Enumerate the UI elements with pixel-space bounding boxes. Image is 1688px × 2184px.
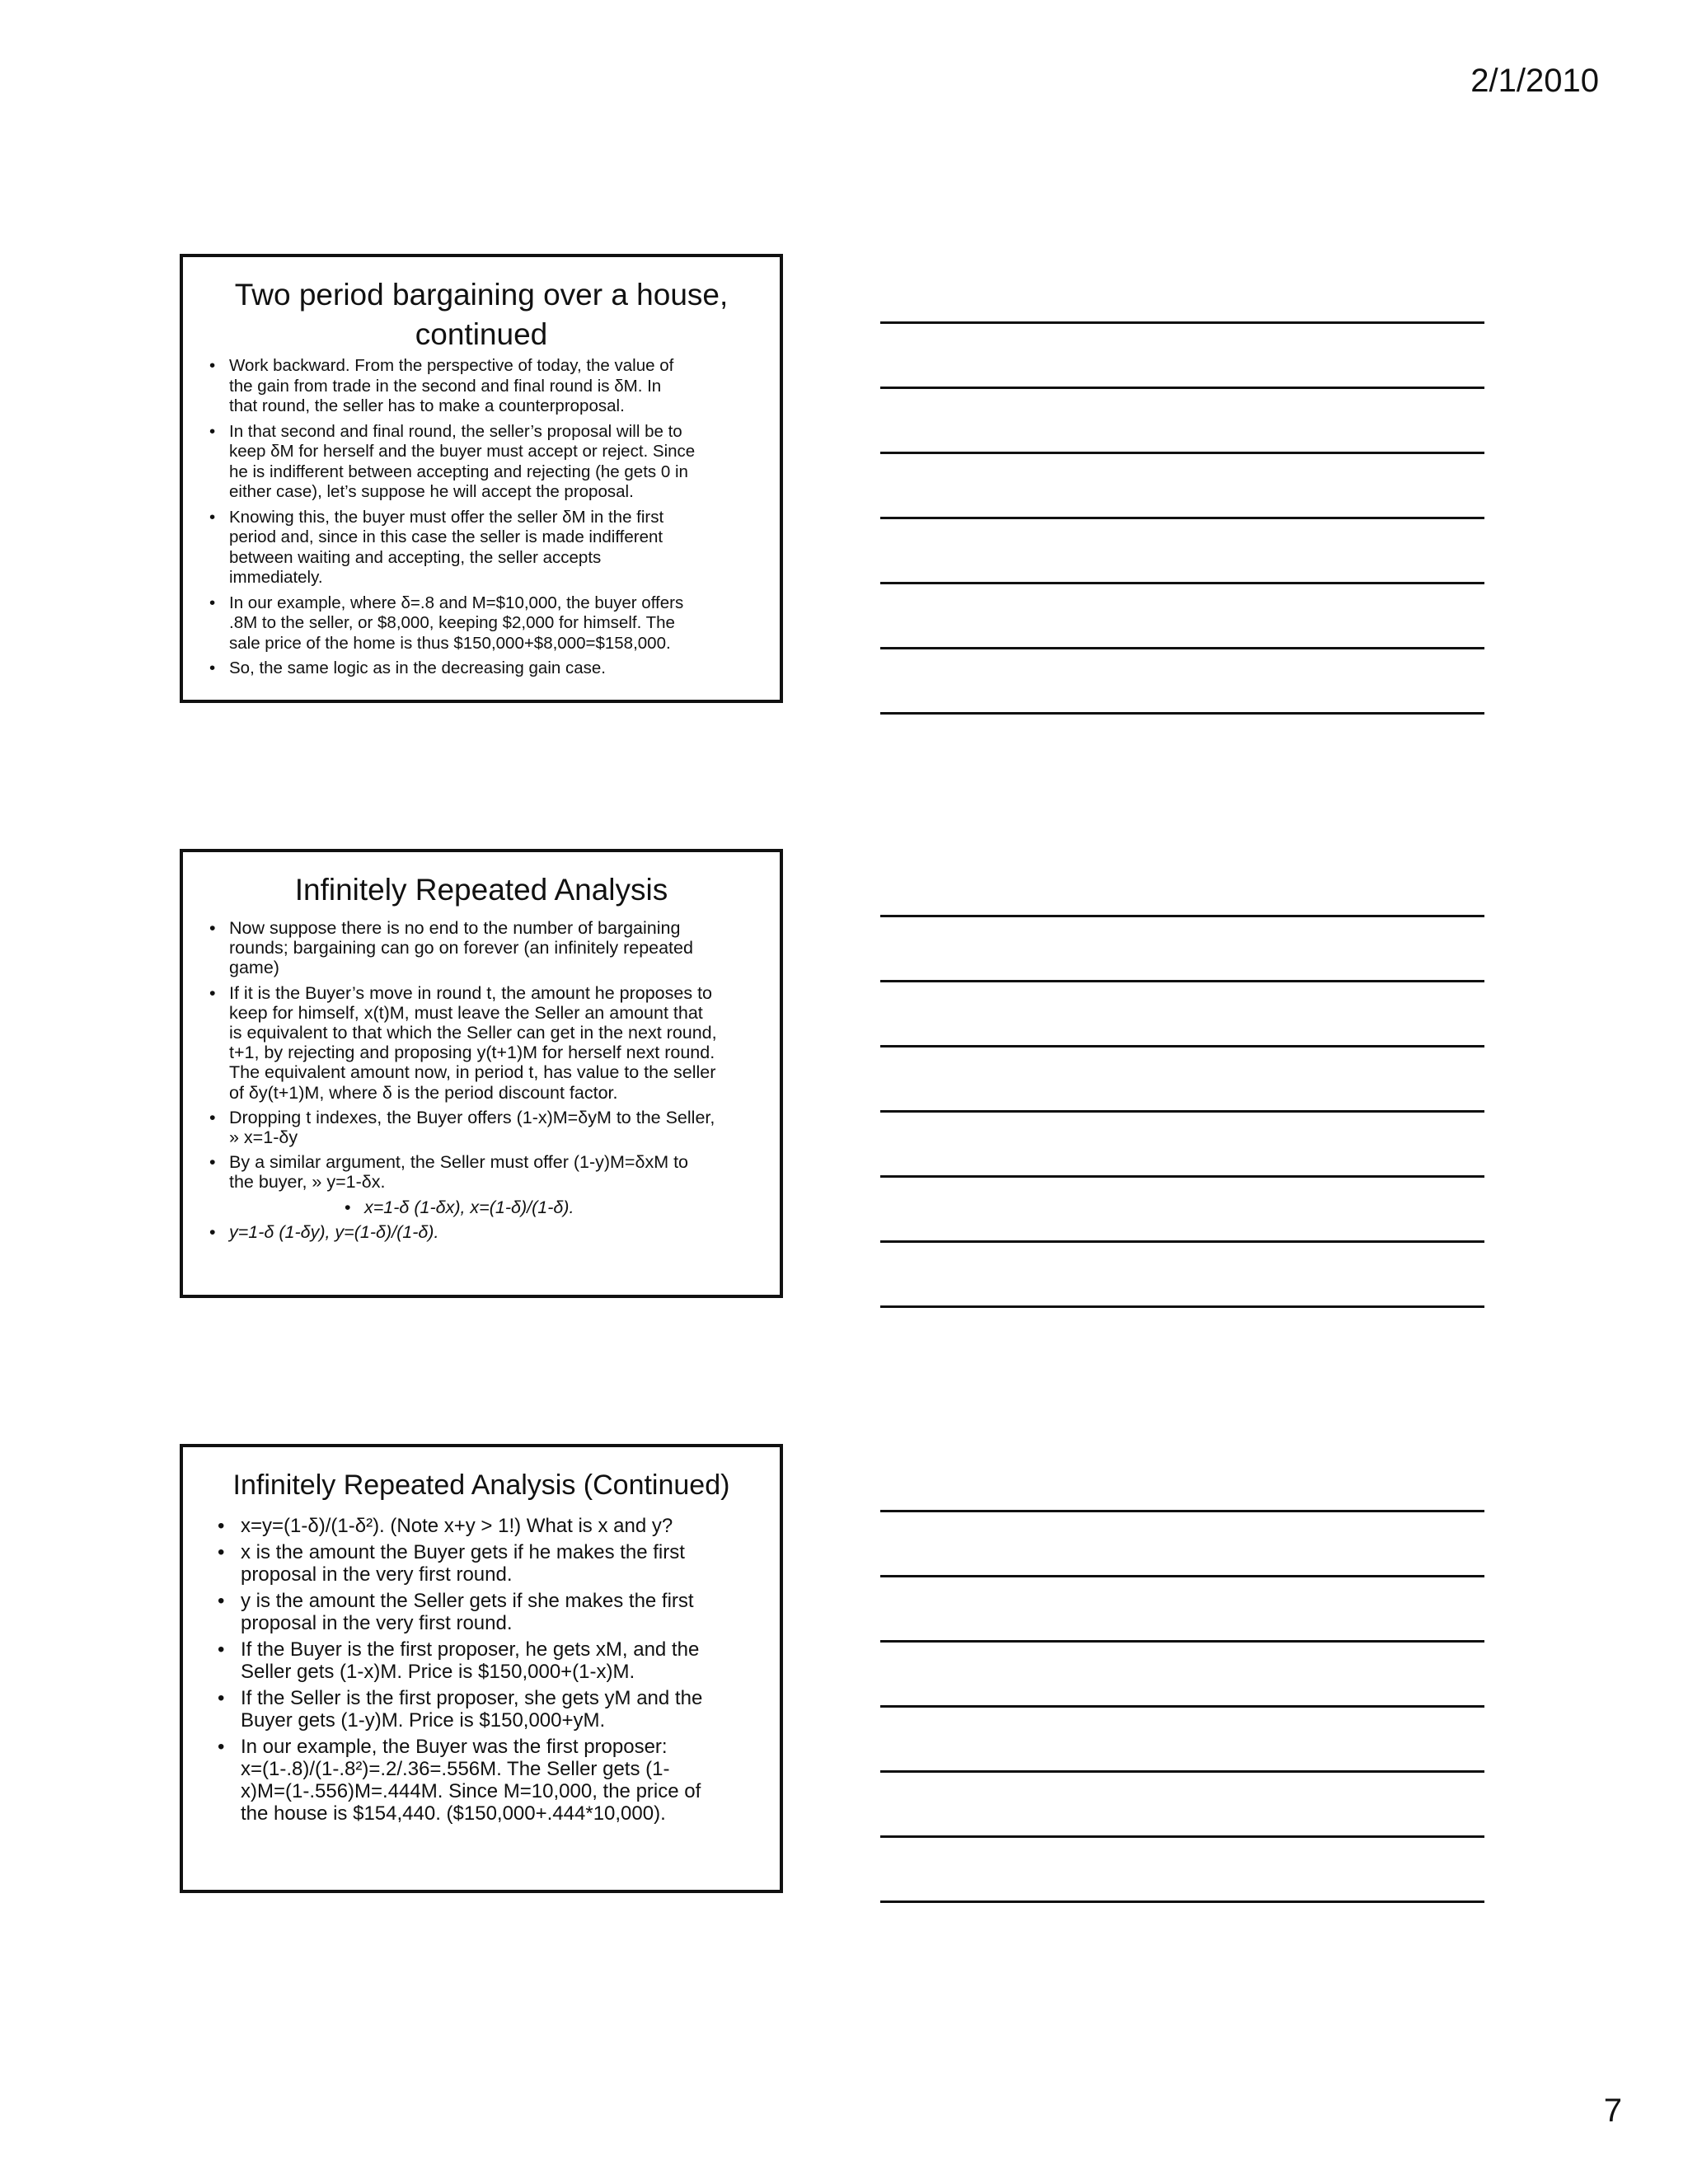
- bullet-item: [216, 1590, 755, 1634]
- note-line: [880, 647, 1484, 649]
- bullet-text: x=1-δ (1-δx), x=(1-δ)/(1-δ).: [364, 1197, 574, 1217]
- note-line: [880, 1835, 1484, 1838]
- bullet-text: Dropping t indexes, the Buyer offers (1-x)M=δyM to the Seller, » x=1-δy: [229, 1107, 715, 1148]
- bullet-item: [208, 983, 755, 1103]
- bullet-item-indented: [208, 1197, 755, 1217]
- bullet-text: In that second and final round, the seller’s proposal will be to keep δM for herself and the buyer must accept or reject. Since he is indifferent between accepting and rejecting (he gets 0 in either case), let’s suppose he will accept the proposal.: [229, 421, 696, 501]
- bullet-item: [216, 1541, 755, 1586]
- bullet-text: Knowing this, the buyer must offer the seller δM in the first period and, since in this case the seller is made indifferent between waiting and accepting, the seller accepts immediately.: [229, 507, 664, 587]
- note-line: [880, 1705, 1484, 1708]
- bullet-item: [216, 1736, 755, 1825]
- note-line: [880, 1770, 1484, 1773]
- slide-title: Infinitely Repeated Analysis (Continued): [232, 1469, 730, 1501]
- note-line: [880, 1575, 1484, 1577]
- bullet-text: x=y=(1-δ)/(1-δ²). (Note x+y > 1!) What is x and y?: [241, 1515, 673, 1537]
- note-line: [880, 1175, 1484, 1178]
- note-line: [880, 1110, 1484, 1113]
- bullet-text: If the Buyer is the first proposer, he gets xM, and the Seller gets (1-x)M. Price is $150,000+(1-x)M.: [241, 1638, 700, 1683]
- slide-title: Infinitely Repeated Analysis: [294, 873, 668, 907]
- bullet-list: [208, 1515, 755, 1825]
- slide-two-period-bargaining: [180, 254, 783, 703]
- bullet-item: [208, 1152, 755, 1192]
- bullet-item: [216, 1687, 755, 1732]
- page-number: 7: [1603, 2093, 1622, 2129]
- bullet-text: If it is the Buyer’s move in round t, the amount he proposes to keep for himself, x(t)M, must leave the Seller an amount that is equivalent to that which the Seller can get in the next round, t+1, by rejecting and proposing y(t+1)M for herself next round. The equivalent amount now, in period t, has value to the seller of δy(t+1)M, where δ is the period discount factor.: [229, 982, 717, 1103]
- bullet-text: y is the amount the Seller gets if she makes the first proposal in the very first round.: [241, 1590, 694, 1634]
- bullet-item: [208, 1222, 755, 1242]
- note-line: [880, 321, 1484, 324]
- bullet-text: By a similar argument, the Seller must offer (1-y)M=δxM to the buyer, » y=1-δx.: [229, 1152, 689, 1193]
- note-line: [880, 1510, 1484, 1512]
- bullet-item: [208, 356, 755, 417]
- bullet-list: [208, 918, 755, 1242]
- bullet-item: [208, 658, 755, 679]
- slide-title: [208, 275, 755, 354]
- note-line: [880, 712, 1484, 715]
- note-line: [880, 1900, 1484, 1903]
- bullet-text: If the Seller is the first proposer, she gets yM and the Buyer gets (1-y)M. Price is $150,000+yM.: [241, 1687, 703, 1732]
- bullet-item: [216, 1515, 755, 1537]
- note-line: [880, 582, 1484, 584]
- bullet-text: Work backward. From the perspective of today, the value of the gain from trade in the second and final round is δM. In that round, the seller has to make a counterproposal.: [229, 356, 674, 415]
- bullet-item: [216, 1638, 755, 1683]
- bullet-text: So, the same logic as in the decreasing gain case.: [229, 658, 606, 677]
- bullet-text: y=1-δ (1-δy), y=(1-δ)/(1-δ).: [229, 1221, 439, 1242]
- header-date: 2/1/2010: [1470, 63, 1599, 99]
- bullet-text: Now suppose there is no end to the number of bargaining rounds; bargaining can go on forever (an infinitely repeated game): [229, 918, 693, 978]
- note-line: [880, 1305, 1484, 1308]
- slide-title-text: Two period bargaining over a house, continued: [234, 278, 729, 351]
- note-line: [880, 1240, 1484, 1243]
- note-line: [880, 387, 1484, 389]
- bullet-item: [208, 1108, 755, 1147]
- note-line: [880, 517, 1484, 519]
- slide-infinitely-repeated-analysis: [180, 849, 783, 1298]
- note-line: [880, 915, 1484, 917]
- bullet-item: [208, 918, 755, 978]
- note-line: [880, 980, 1484, 982]
- note-line: [880, 452, 1484, 454]
- bullet-text: In our example, where δ=.8 and M=$10,000, the buyer offers .8M to the seller, or $8,000, keeping $2,000 for himself. The sale price of the home is thus $150,000+$8,000=$158,000.: [229, 593, 684, 653]
- bullet-text: In our example, the Buyer was the first proposer: x=(1-.8)/(1-.8²)=.2/.36=.556M. The Seller gets (1- x)M=(1-.556)M=.444M. Since M=10,000, the price of the house is $154,440. ($150,000+.444*10,000).: [241, 1736, 701, 1825]
- bullet-list: [208, 356, 755, 679]
- note-line: [880, 1640, 1484, 1643]
- bullet-item: [208, 593, 755, 654]
- bullet-item: [208, 422, 755, 503]
- bullet-item: [208, 508, 755, 588]
- bullet-text: x is the amount the Buyer gets if he makes the first proposal in the very first round.: [241, 1541, 685, 1586]
- note-line: [880, 1045, 1484, 1047]
- slide-infinitely-repeated-analysis-continued: [180, 1444, 783, 1893]
